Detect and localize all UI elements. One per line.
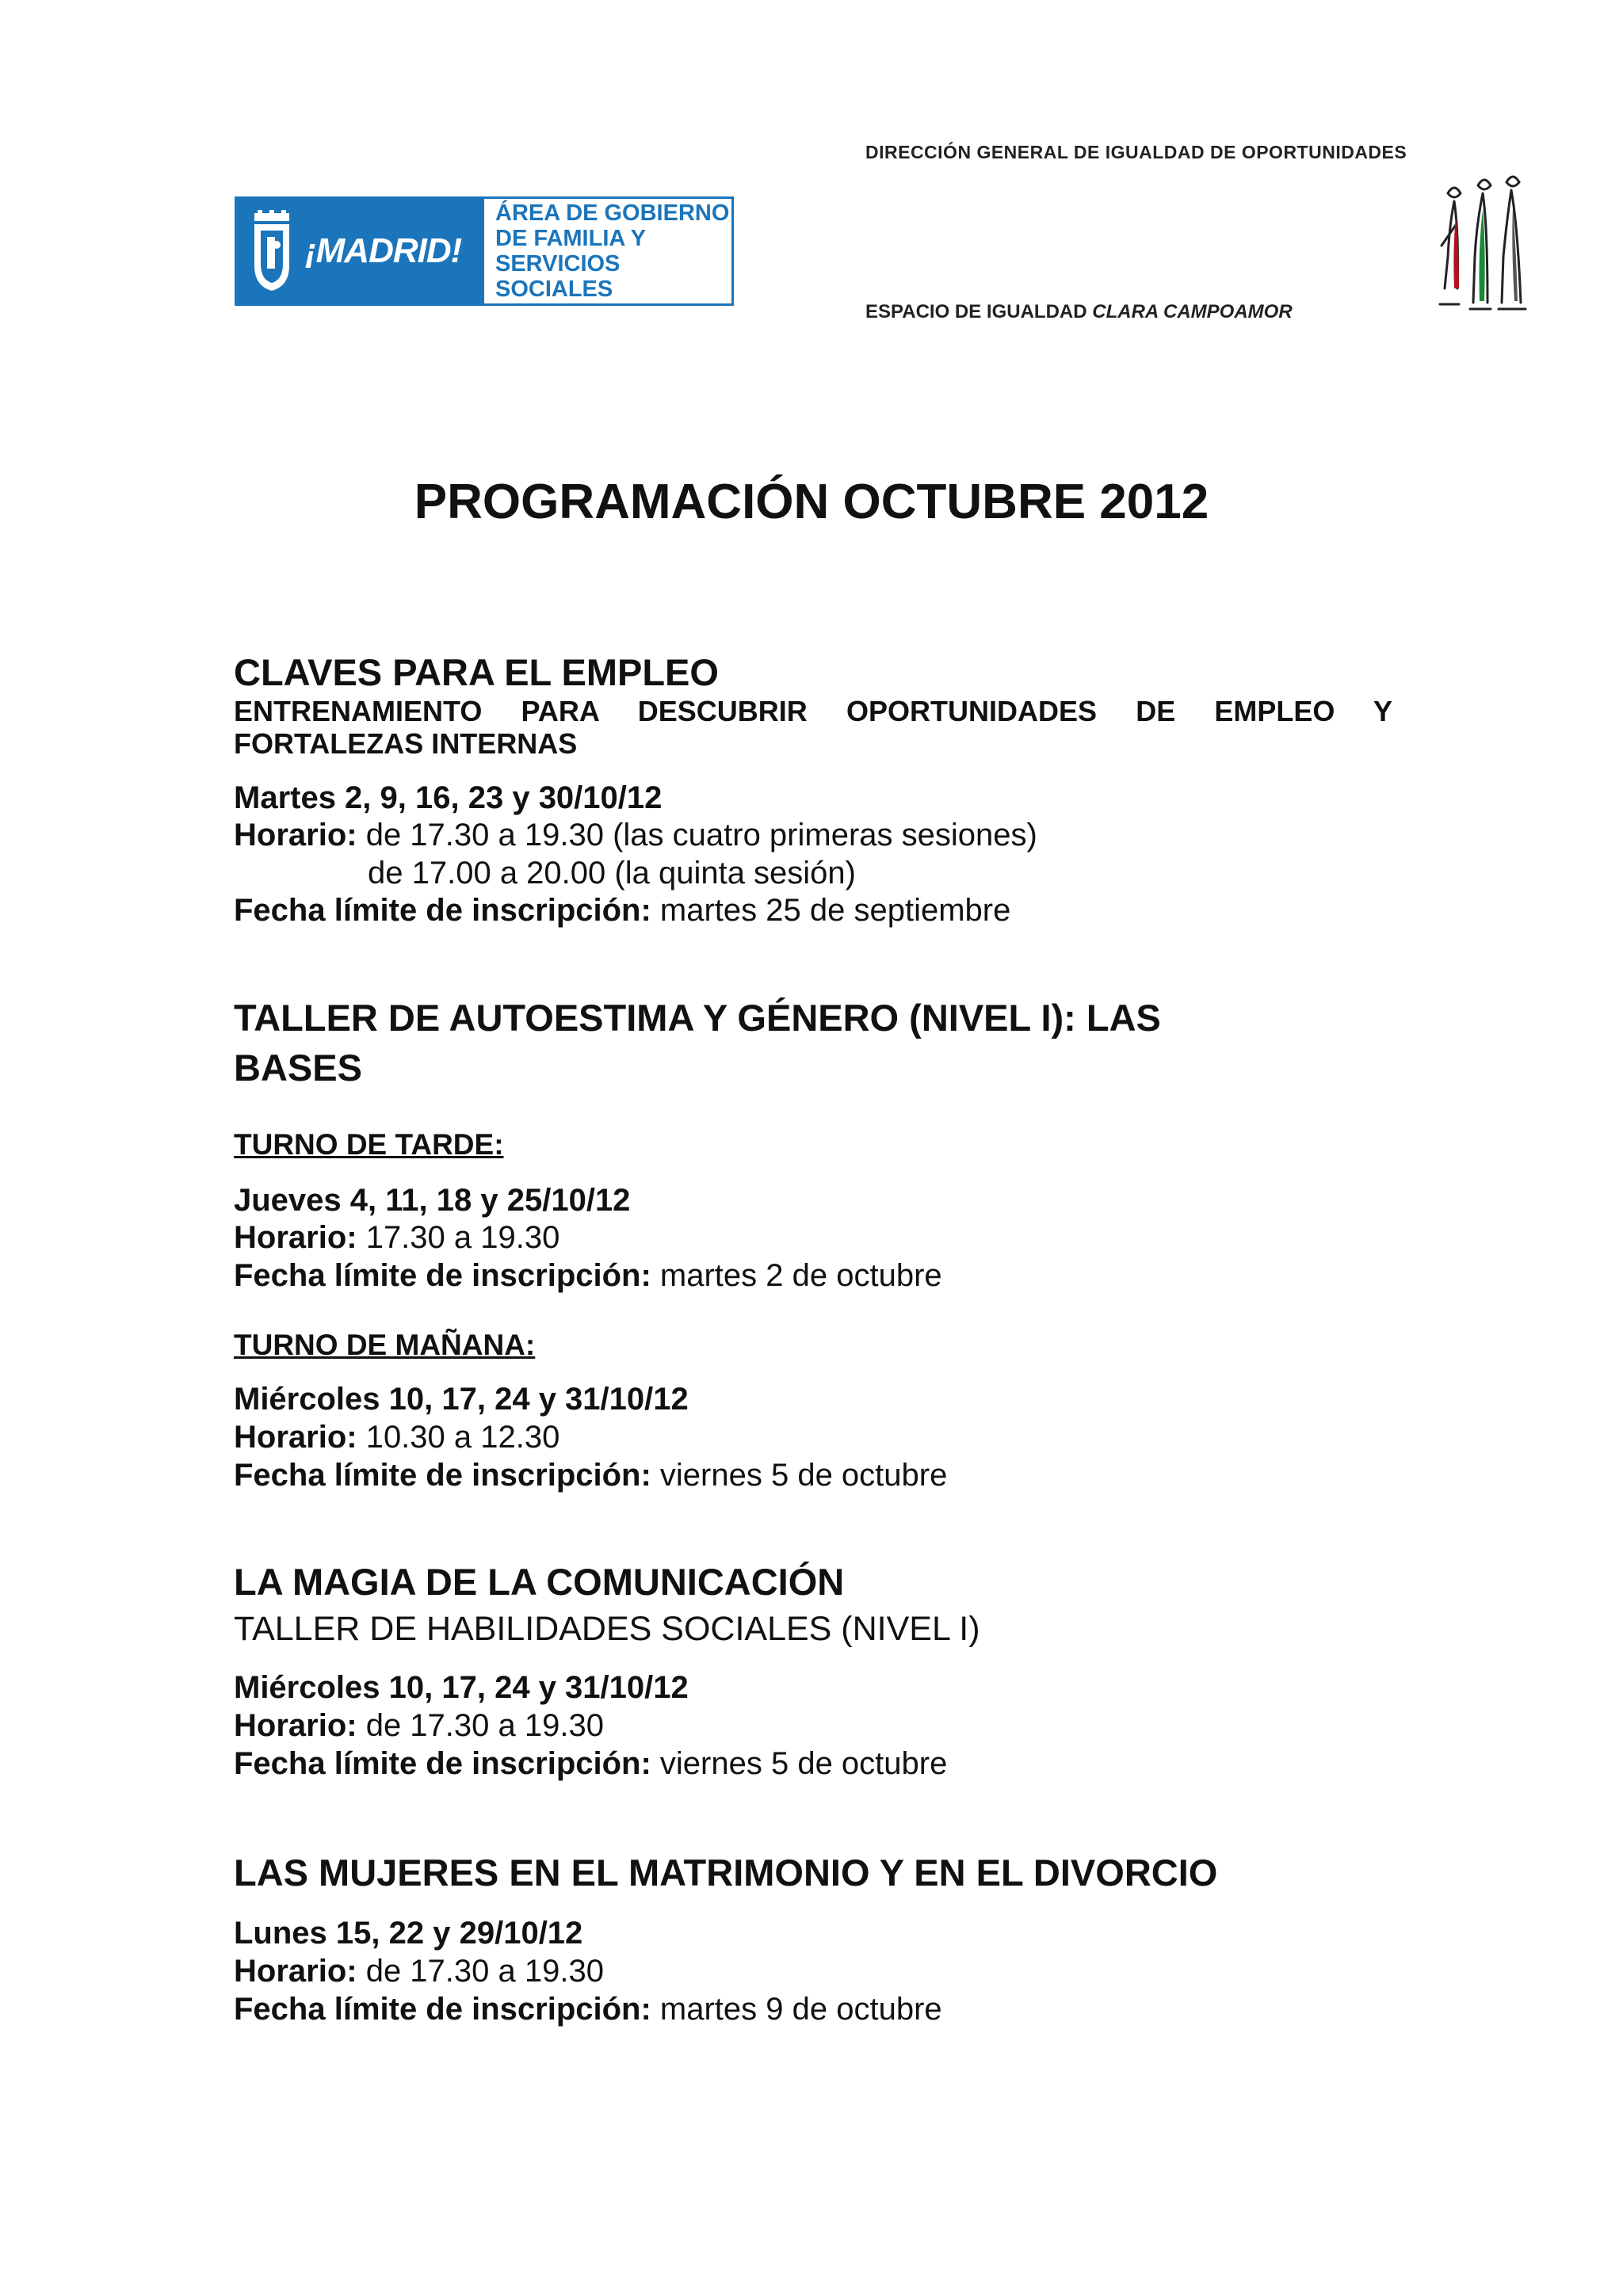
manana-horario (234, 1418, 559, 1456)
madrid-coat-of-arms-icon (250, 210, 294, 292)
manana-dates-text: Miércoles 10, 17, 24 y 31/10/12 (234, 1382, 689, 1417)
claves-horario-line-2: de 17.00 a 20.00 (la quinta sesión) (368, 856, 856, 891)
mujeres-horario (234, 1952, 604, 1990)
magia-heading: LA MAGIA DE LA COMUNICACIÓN (234, 1561, 845, 1603)
tarde-dates-text: Jueves 4, 11, 18 y 25/10/12 (234, 1183, 631, 1218)
manana-limite-value: viernes 5 de octubre (651, 1458, 948, 1493)
madrid-logo (235, 196, 734, 306)
claves-horario-label: Horario: (234, 818, 357, 852)
tarde-horario-label: Horario: (234, 1220, 357, 1255)
logo-area-line-3: SERVICIOS SOCIALES (495, 251, 621, 302)
magia-horario (234, 1707, 604, 1745)
espacio-name: CLARA CAMPOAMOR (1092, 301, 1293, 322)
mujeres-horario-value: de 17.30 a 19.30 (357, 1954, 604, 1989)
tarde-limite-value: martes 2 de octubre (651, 1258, 942, 1293)
tarde-fecha-limite (234, 1257, 942, 1295)
espacio-igualdad-line (865, 301, 1468, 323)
claves-horario-value: de 17.30 a 19.30 (las cuatro primeras sesiones) (357, 818, 1037, 852)
mujeres-limite-value: martes 9 de octubre (651, 1992, 942, 2027)
claves-dates-text: Martes 2, 9, 16, 23 y 30/10/12 (234, 780, 663, 815)
autoestima-heading-line-2: BASES (234, 1047, 362, 1089)
espacio-prefix: ESPACIO DE IGUALDAD (865, 301, 1087, 322)
claves-subtitle-line-2: FORTALEZAS INTERNAS (234, 727, 578, 760)
logo-area-line-1: ÁREA DE GOBIERNO (495, 200, 730, 226)
mujeres-dates-text: Lunes 15, 22 y 29/10/12 (234, 1916, 583, 1951)
mujeres-limite-label: Fecha límite de inscripción: (234, 1992, 651, 2027)
claves-limite-value: martes 25 de septiembre (651, 893, 1011, 928)
magia-horario-label: Horario: (234, 1708, 357, 1743)
magia-fecha-limite (234, 1745, 947, 1783)
magia-dates-text: Miércoles 10, 17, 24 y 31/10/12 (234, 1670, 689, 1705)
turno-tarde-label: TURNO DE TARDE: (234, 1128, 504, 1161)
mujeres-horario-label: Horario: (234, 1954, 357, 1989)
claves-horario (234, 816, 1037, 854)
magia-dates (234, 1669, 689, 1707)
tarde-horario-value: 17.30 a 19.30 (357, 1220, 560, 1255)
logo-madrid-word: ¡MADRID! (305, 231, 462, 270)
mujeres-heading: LAS MUJERES EN EL MATRIMONIO Y EN EL DIVORCIO (234, 1852, 1218, 1894)
magia-horario-value: de 17.30 a 19.30 (357, 1708, 604, 1743)
magia-subtitle: TALLER DE HABILIDADES SOCIALES (NIVEL I) (234, 1610, 980, 1648)
direccion-general-line: DIRECCIÓN GENERAL DE IGUALDAD DE OPORTUNIDADES (865, 142, 1407, 162)
claves-fecha-limite (234, 891, 1010, 929)
autoestima-heading-line-1: TALLER DE AUTOESTIMA Y GÉNERO (NIVEL I): LAS (234, 997, 1161, 1039)
mujeres-dates (234, 1914, 582, 1952)
manana-limite-label: Fecha límite de inscripción: (234, 1458, 651, 1493)
logo-area-line-2: DE FAMILIA Y (495, 226, 647, 251)
claves-subtitle-line-1: ENTRENAMIENTO PARA DESCUBRIR OPORTUNIDADES DE EMPLEO Y (234, 695, 1392, 727)
magia-limite-value: viernes 5 de octubre (651, 1746, 948, 1781)
logo-blue-panel (237, 199, 484, 303)
manana-horario-value: 10.30 a 12.30 (357, 1420, 560, 1455)
tarde-horario (234, 1219, 559, 1257)
turno-manana-label: TURNO DE MAÑANA: (234, 1329, 536, 1361)
women-figures-logo-icon (1438, 170, 1533, 317)
manana-dates (234, 1380, 689, 1418)
page-title: PROGRAMACIÓN OCTUBRE 2012 (414, 475, 1209, 529)
tarde-dates (234, 1181, 630, 1219)
logo-area-text (484, 199, 731, 303)
manana-fecha-limite (234, 1456, 947, 1494)
tarde-limite-label: Fecha límite de inscripción: (234, 1258, 651, 1293)
mujeres-fecha-limite (234, 1990, 942, 2028)
claves-heading: CLAVES PARA EL EMPLEO (234, 651, 719, 693)
magia-limite-label: Fecha límite de inscripción: (234, 1746, 651, 1781)
claves-limite-label: Fecha límite de inscripción: (234, 893, 651, 928)
manana-horario-label: Horario: (234, 1420, 357, 1455)
claves-dates (234, 779, 662, 817)
